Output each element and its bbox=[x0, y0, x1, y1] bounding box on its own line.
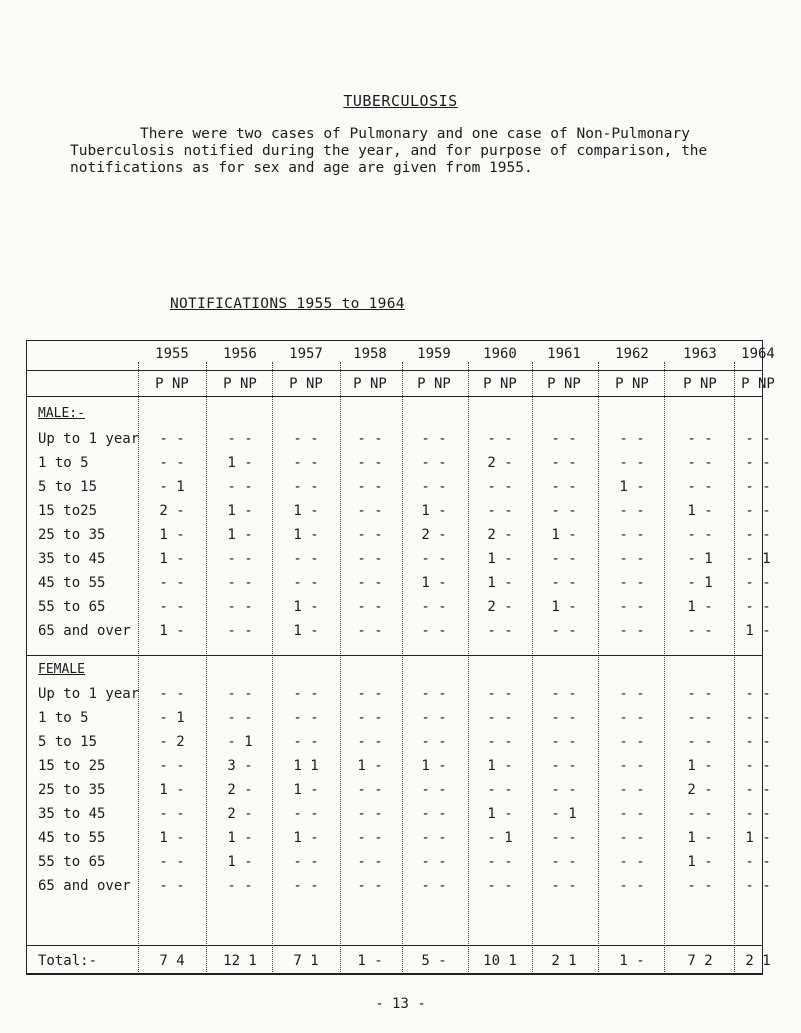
table-cell: - - bbox=[227, 431, 253, 447]
header-rule bbox=[26, 370, 763, 371]
table-cell: 2 - bbox=[687, 782, 713, 798]
table-row bbox=[0, 878, 801, 896]
section-rule bbox=[26, 655, 763, 656]
table-cell: - - bbox=[745, 734, 771, 750]
table-cell: 1 - bbox=[619, 479, 645, 495]
table-cell: 1 - bbox=[293, 830, 319, 846]
table-cell: - - bbox=[745, 710, 771, 726]
age-group-label: 25 to 35 bbox=[38, 782, 106, 798]
table-row bbox=[0, 734, 801, 752]
age-group-label: Up to 1 year bbox=[38, 686, 140, 702]
table-cell: - - bbox=[159, 878, 185, 894]
table-cell: - - bbox=[293, 806, 319, 822]
table-cell: 1 - bbox=[421, 503, 447, 519]
pnp-header: P NP bbox=[223, 376, 257, 392]
table-cell: - - bbox=[293, 878, 319, 894]
table-cell: - - bbox=[551, 686, 577, 702]
table-cell: - - bbox=[687, 479, 713, 495]
table-cell: - - bbox=[357, 623, 383, 639]
table-cell: - - bbox=[421, 806, 447, 822]
table-cell: - - bbox=[357, 455, 383, 471]
table-cell: 2 - bbox=[227, 782, 253, 798]
age-group-label: 1 to 5 bbox=[38, 455, 89, 471]
year-header: 1961 bbox=[547, 346, 581, 362]
table-cell: - - bbox=[159, 431, 185, 447]
age-group-label: 15 to 25 bbox=[38, 758, 106, 774]
table-cell: 1 - bbox=[487, 551, 513, 567]
table-row bbox=[0, 479, 801, 497]
table-cell: - - bbox=[551, 431, 577, 447]
table-cell: - 1 bbox=[687, 575, 713, 591]
year-header: 1956 bbox=[223, 346, 257, 362]
table-cell: - - bbox=[687, 431, 713, 447]
table-cell: - - bbox=[357, 782, 383, 798]
table-cell: 1 - bbox=[227, 854, 253, 870]
table-cell: - - bbox=[487, 878, 513, 894]
table-cell: - - bbox=[687, 455, 713, 471]
table-cell: - - bbox=[551, 734, 577, 750]
table-cell: - - bbox=[421, 455, 447, 471]
total-cell: 2 1 bbox=[745, 953, 771, 969]
age-group-label: 55 to 65 bbox=[38, 854, 106, 870]
pnp-header: P NP bbox=[417, 376, 451, 392]
table-cell: - - bbox=[227, 710, 253, 726]
table-cell: - - bbox=[227, 623, 253, 639]
table-cell: - - bbox=[487, 479, 513, 495]
total-label: Total:- bbox=[38, 953, 98, 969]
table-cell: - - bbox=[551, 854, 577, 870]
table-cell: - - bbox=[551, 479, 577, 495]
table-cell: 1 - bbox=[551, 527, 577, 543]
table-cell: - 1 bbox=[159, 710, 185, 726]
table-cell: - - bbox=[227, 479, 253, 495]
table-row bbox=[0, 806, 801, 824]
table-row bbox=[0, 575, 801, 593]
table-cell: - - bbox=[293, 455, 319, 471]
table-cell: - - bbox=[227, 878, 253, 894]
table-cell: 1 - bbox=[293, 599, 319, 615]
intro-line: notifications as for sex and age are given from 1955. bbox=[70, 160, 533, 176]
table-cell: - - bbox=[745, 878, 771, 894]
table-cell: - - bbox=[421, 782, 447, 798]
table-row bbox=[0, 455, 801, 473]
table-cell: - - bbox=[551, 878, 577, 894]
year-header: 1957 bbox=[289, 346, 323, 362]
table-cell: 1 - bbox=[227, 527, 253, 543]
table-cell: - - bbox=[159, 599, 185, 615]
table-cell: - - bbox=[487, 734, 513, 750]
table-cell: - - bbox=[687, 686, 713, 702]
table-cell: - - bbox=[357, 830, 383, 846]
table-cell: - - bbox=[687, 734, 713, 750]
total-cell: 12 1 bbox=[223, 953, 257, 969]
table-cell: - - bbox=[745, 758, 771, 774]
age-group-label: 35 to 45 bbox=[38, 806, 106, 822]
table-cell: - - bbox=[551, 758, 577, 774]
year-header: 1955 bbox=[155, 346, 189, 362]
table-cell: - - bbox=[357, 551, 383, 567]
table-cell: - - bbox=[745, 686, 771, 702]
table-cell: - - bbox=[293, 575, 319, 591]
table-cell: 1 - bbox=[745, 830, 771, 846]
table-cell: - - bbox=[745, 527, 771, 543]
table-cell: 1 - bbox=[159, 830, 185, 846]
table-cell: - - bbox=[159, 575, 185, 591]
age-group-label: 5 to 15 bbox=[38, 479, 98, 495]
female-section-label: FEMALE bbox=[38, 662, 85, 677]
age-group-label: 1 to 5 bbox=[38, 710, 89, 726]
table-cell: - - bbox=[619, 782, 645, 798]
table-cell: - - bbox=[293, 710, 319, 726]
table-cell: 2 - bbox=[227, 806, 253, 822]
table-cell: 1 - bbox=[293, 623, 319, 639]
table-cell: - - bbox=[551, 710, 577, 726]
total-cell: 7 2 bbox=[687, 953, 713, 969]
table-cell: 2 - bbox=[487, 599, 513, 615]
table-cell: - - bbox=[687, 806, 713, 822]
table-row bbox=[0, 623, 801, 641]
table-cell: - - bbox=[159, 455, 185, 471]
table-cell: - - bbox=[357, 878, 383, 894]
table-cell: - - bbox=[159, 758, 185, 774]
age-group-label: 55 to 65 bbox=[38, 599, 106, 615]
table-cell: - - bbox=[487, 623, 513, 639]
table-cell: 2 - bbox=[159, 503, 185, 519]
total-cell: 7 4 bbox=[159, 953, 185, 969]
subheader-rule bbox=[26, 396, 763, 397]
table-cell: - - bbox=[619, 551, 645, 567]
intro-paragraph bbox=[70, 126, 770, 177]
table-cell: 1 - bbox=[687, 503, 713, 519]
total-cell: 10 1 bbox=[483, 953, 517, 969]
table-cell: - - bbox=[421, 854, 447, 870]
age-group-label: 25 to 35 bbox=[38, 527, 106, 543]
age-group-label: 15 to25 bbox=[38, 503, 98, 519]
age-group-label: 45 to 55 bbox=[38, 830, 106, 846]
table-cell: - - bbox=[487, 503, 513, 519]
table-cell: - - bbox=[227, 575, 253, 591]
table-cell: - - bbox=[227, 686, 253, 702]
table-cell: - - bbox=[227, 551, 253, 567]
year-header-row bbox=[0, 346, 801, 364]
table-cell: - - bbox=[619, 431, 645, 447]
table-cell: 1 - bbox=[487, 575, 513, 591]
pnp-header: P NP bbox=[155, 376, 189, 392]
table-cell: - - bbox=[551, 575, 577, 591]
table-cell: - - bbox=[357, 479, 383, 495]
table-row bbox=[0, 854, 801, 872]
table-cell: - - bbox=[293, 479, 319, 495]
total-cell: 5 - bbox=[421, 953, 447, 969]
pnp-header: P NP bbox=[289, 376, 323, 392]
table-cell: - - bbox=[619, 854, 645, 870]
table-cell: 1 - bbox=[293, 782, 319, 798]
table-cell: - - bbox=[619, 575, 645, 591]
table-cell: 1 - bbox=[159, 527, 185, 543]
table-cell: - - bbox=[619, 623, 645, 639]
male-section-label: MALE:- bbox=[38, 406, 85, 421]
table-cell: - - bbox=[357, 599, 383, 615]
table-cell: - 1 bbox=[687, 551, 713, 567]
total-cell: 2 1 bbox=[551, 953, 577, 969]
table-cell: 1 - bbox=[687, 758, 713, 774]
table-row bbox=[0, 503, 801, 521]
table-cell: 1 - bbox=[159, 782, 185, 798]
table-cell: - - bbox=[619, 599, 645, 615]
table-cell: - - bbox=[551, 503, 577, 519]
year-header: 1963 bbox=[683, 346, 717, 362]
table-cell: 1 - bbox=[687, 830, 713, 846]
table-row bbox=[0, 686, 801, 704]
table-row bbox=[0, 527, 801, 545]
table-cell: - - bbox=[619, 806, 645, 822]
pnp-header: P NP bbox=[683, 376, 717, 392]
table-cell: - - bbox=[745, 431, 771, 447]
table-cell: 1 - bbox=[293, 527, 319, 543]
table-cell: - - bbox=[293, 431, 319, 447]
age-group-label: 45 to 55 bbox=[38, 575, 106, 591]
table-cell: - - bbox=[293, 734, 319, 750]
table-cell: - 1 bbox=[551, 806, 577, 822]
table-cell: 1 - bbox=[293, 503, 319, 519]
table-cell: - - bbox=[745, 854, 771, 870]
table-cell: 1 - bbox=[421, 758, 447, 774]
table-row bbox=[0, 782, 801, 800]
table-cell: 2 - bbox=[487, 527, 513, 543]
table-cell: - - bbox=[551, 551, 577, 567]
pnp-header: P NP bbox=[353, 376, 387, 392]
total-row bbox=[0, 953, 801, 971]
table-cell: - - bbox=[687, 623, 713, 639]
total-cell: 1 - bbox=[357, 953, 383, 969]
table-cell: 1 - bbox=[227, 830, 253, 846]
table-row bbox=[0, 599, 801, 617]
table-row bbox=[0, 758, 801, 776]
table-cell: - - bbox=[357, 710, 383, 726]
year-header: 1959 bbox=[417, 346, 451, 362]
table-cell: - - bbox=[745, 782, 771, 798]
table-cell: - 2 bbox=[159, 734, 185, 750]
table-cell: - - bbox=[487, 854, 513, 870]
table-row bbox=[0, 830, 801, 848]
intro-line: Tuberculosis notified during the year, and for purpose of comparison, the bbox=[70, 143, 708, 159]
table-cell: - - bbox=[357, 575, 383, 591]
total-rule bbox=[26, 945, 763, 946]
age-group-label: 35 to 45 bbox=[38, 551, 106, 567]
table-cell: - - bbox=[619, 710, 645, 726]
table-cell: - - bbox=[357, 734, 383, 750]
table-cell: 1 - bbox=[487, 758, 513, 774]
table-cell: - - bbox=[619, 686, 645, 702]
table-cell: 1 - bbox=[687, 599, 713, 615]
table-row bbox=[0, 551, 801, 569]
table-cell: - - bbox=[619, 878, 645, 894]
table-cell: - - bbox=[421, 623, 447, 639]
table-cell: - - bbox=[745, 575, 771, 591]
table-cell: - - bbox=[487, 710, 513, 726]
table-cell: 1 - bbox=[357, 758, 383, 774]
table-cell: 1 - bbox=[487, 806, 513, 822]
table-cell: - 1 bbox=[159, 479, 185, 495]
year-header: 1964 bbox=[741, 346, 775, 362]
table-cell: - - bbox=[357, 806, 383, 822]
table-cell: - - bbox=[421, 830, 447, 846]
table-cell: 1 - bbox=[227, 503, 253, 519]
table-cell: - - bbox=[421, 734, 447, 750]
table-cell: 1 1 bbox=[293, 758, 319, 774]
table-cell: - 1 bbox=[227, 734, 253, 750]
table-cell: 1 - bbox=[687, 854, 713, 870]
table-cell: - - bbox=[421, 479, 447, 495]
total-cell: 7 1 bbox=[293, 953, 319, 969]
table-cell: - - bbox=[619, 503, 645, 519]
page-number: - 13 - bbox=[375, 996, 426, 1012]
page-title: TUBERCULOSIS bbox=[343, 92, 458, 110]
table-cell: - - bbox=[745, 806, 771, 822]
age-group-label: 65 and over bbox=[38, 623, 131, 639]
table-cell: 1 - bbox=[159, 623, 185, 639]
pnp-header: P NP bbox=[741, 376, 775, 392]
table-cell: - - bbox=[487, 782, 513, 798]
table-cell: - - bbox=[487, 431, 513, 447]
pnp-header: P NP bbox=[615, 376, 649, 392]
table-cell: - - bbox=[159, 806, 185, 822]
year-header: 1960 bbox=[483, 346, 517, 362]
pnp-header: P NP bbox=[547, 376, 581, 392]
pnp-header-row bbox=[0, 376, 801, 394]
table-cell: - - bbox=[159, 854, 185, 870]
table-cell: 3 - bbox=[227, 758, 253, 774]
table-cell: - - bbox=[357, 686, 383, 702]
table-cell: - - bbox=[421, 878, 447, 894]
table-cell: - - bbox=[357, 503, 383, 519]
table-cell: - - bbox=[357, 431, 383, 447]
table-cell: 1 - bbox=[159, 551, 185, 567]
table-cell: - - bbox=[745, 599, 771, 615]
table-cell: - - bbox=[551, 782, 577, 798]
table-cell: 2 - bbox=[421, 527, 447, 543]
table-cell: - 1 bbox=[745, 551, 771, 567]
table-cell: - - bbox=[487, 686, 513, 702]
pnp-header: P NP bbox=[483, 376, 517, 392]
table-cell: - - bbox=[227, 599, 253, 615]
table-cell: 2 - bbox=[487, 455, 513, 471]
table-cell: - - bbox=[159, 686, 185, 702]
table-cell: - - bbox=[421, 710, 447, 726]
year-header: 1958 bbox=[353, 346, 387, 362]
table-cell: - 1 bbox=[487, 830, 513, 846]
intro-line: There were two cases of Pulmonary and one case of Non-Pulmonary bbox=[140, 126, 690, 142]
age-group-label: Up to 1 year bbox=[38, 431, 140, 447]
table-cell: - - bbox=[687, 527, 713, 543]
table-cell: - - bbox=[745, 479, 771, 495]
table-row bbox=[0, 710, 801, 728]
table-cell: - - bbox=[551, 455, 577, 471]
table-cell: - - bbox=[619, 527, 645, 543]
table-cell: - - bbox=[687, 710, 713, 726]
table-cell: - - bbox=[421, 599, 447, 615]
table-cell: - - bbox=[293, 686, 319, 702]
table-cell: - - bbox=[421, 431, 447, 447]
table-cell: 1 - bbox=[551, 599, 577, 615]
total-cell: 1 - bbox=[619, 953, 645, 969]
table-cell: - - bbox=[357, 527, 383, 543]
table-cell: 1 - bbox=[745, 623, 771, 639]
table-cell: - - bbox=[551, 830, 577, 846]
table-cell: - - bbox=[619, 758, 645, 774]
table-cell: - - bbox=[619, 830, 645, 846]
table-cell: 1 - bbox=[421, 575, 447, 591]
table-cell: - - bbox=[293, 551, 319, 567]
year-header: 1962 bbox=[615, 346, 649, 362]
table-cell: - - bbox=[687, 878, 713, 894]
table-cell: 1 - bbox=[227, 455, 253, 471]
table-cell: - - bbox=[421, 551, 447, 567]
age-group-label: 65 and over bbox=[38, 878, 131, 894]
table-cell: - - bbox=[745, 455, 771, 471]
table-cell: - - bbox=[293, 854, 319, 870]
table-cell: - - bbox=[619, 734, 645, 750]
table-cell: - - bbox=[357, 854, 383, 870]
age-group-label: 5 to 15 bbox=[38, 734, 98, 750]
table-cell: - - bbox=[421, 686, 447, 702]
table-cell: - - bbox=[619, 455, 645, 471]
table-cell: - - bbox=[551, 623, 577, 639]
table-row bbox=[0, 431, 801, 449]
table-cell: - - bbox=[745, 503, 771, 519]
table-title: NOTIFICATIONS 1955 to 1964 bbox=[170, 296, 405, 312]
